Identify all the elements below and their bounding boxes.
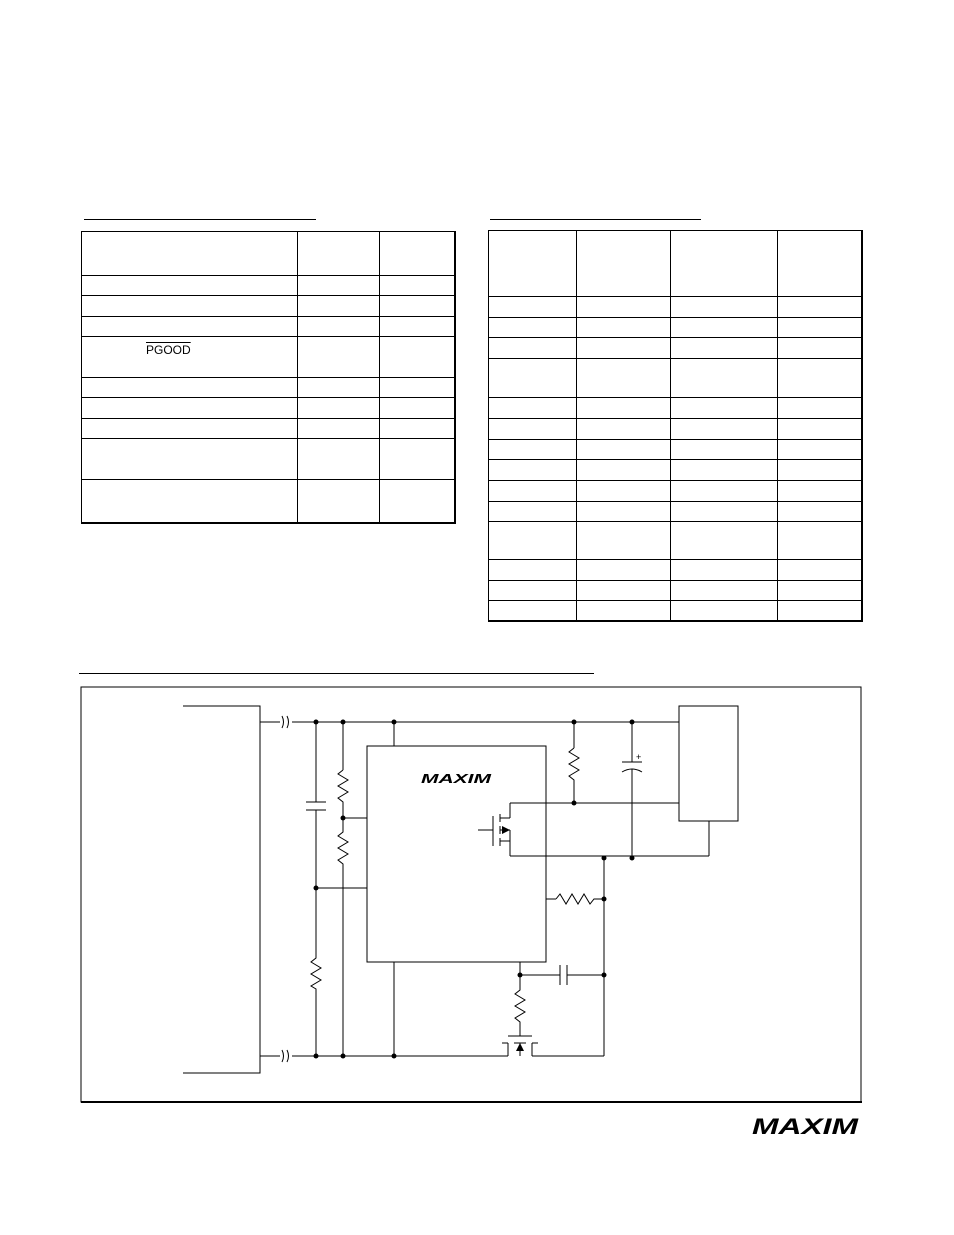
ic-maxim-logo: MAXIM [421, 771, 493, 786]
connector-block [183, 706, 260, 1073]
capacitor-polarity-mark: + [636, 752, 642, 762]
maxim-logo: MAXIM [752, 1114, 859, 1139]
circuit-frame [81, 687, 861, 1102]
pgood-signal-label: PGOOD [146, 343, 191, 357]
load-block [679, 706, 738, 821]
